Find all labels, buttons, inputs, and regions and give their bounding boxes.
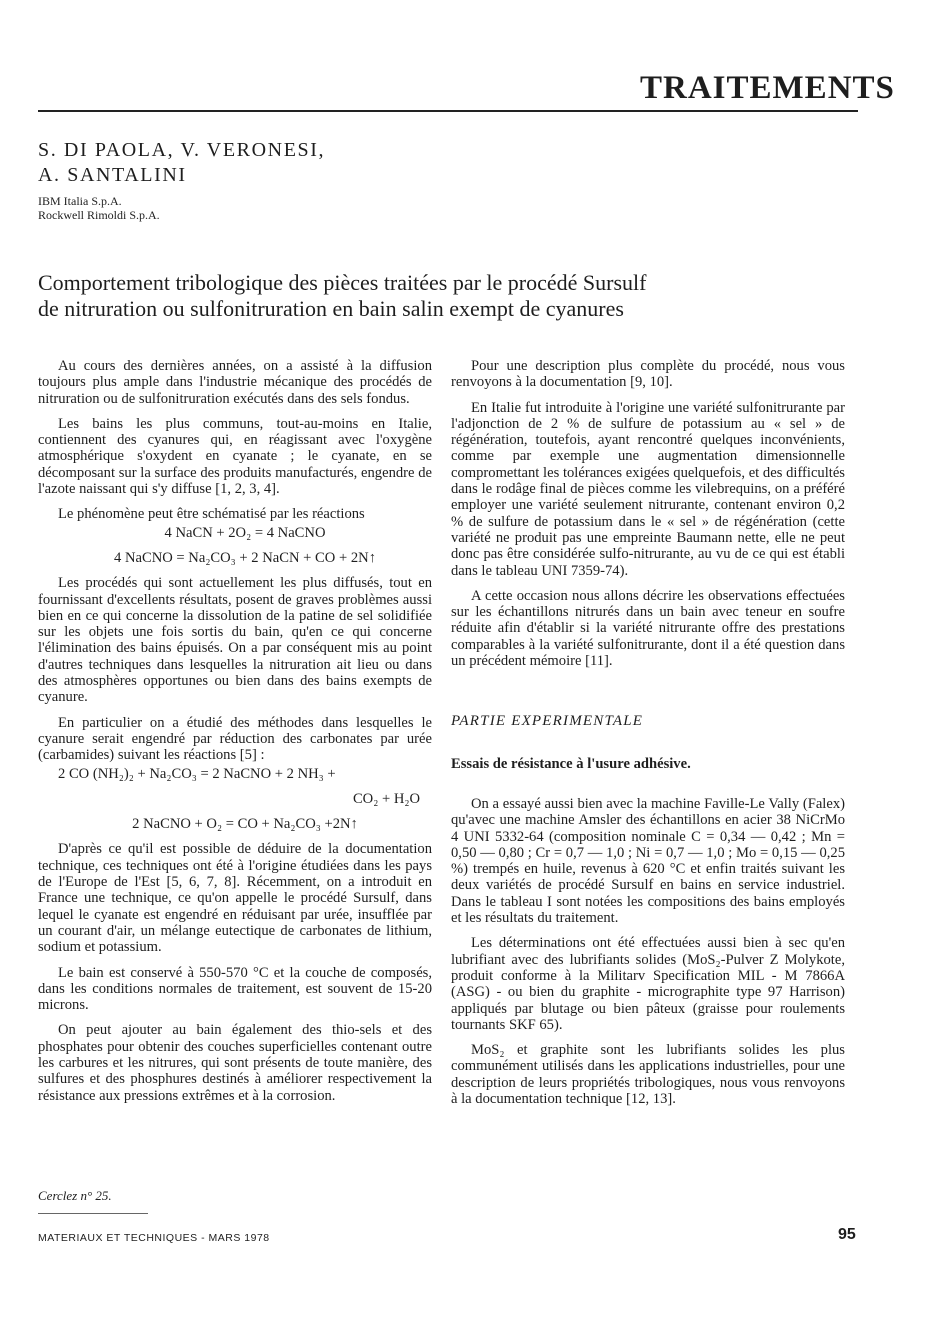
- authors: [38, 138, 325, 188]
- paragraph: Les procédés qui sont actuellement les plus diffusés, tout en fournissant d'excellents résultats, posent de graves problèmes aussi bien en ce qui concerne la dissolution de la patine de sel solidifiée sur les objets une fois sortis du bain, qu'en ce qui concerne l'élimination des bains épuisés. On a par conséquent mis au point d'autres techniques dans lesquelles la nitruration ait lieu ou dans des atmosphères opportunes ou bien dans des bains exempts de cyanure.: [38, 575, 432, 706]
- page-number: 95: [838, 1226, 856, 1243]
- title-line-2: de nitruration ou sulfonitruration en bain salin exempt de cyanures: [38, 296, 624, 321]
- footer-rule: [38, 1213, 148, 1214]
- paragraph: Au cours des dernières années, on a assisté à la diffusion toujours plus ample dans l'industrie mécanique des procédés de nitruration ou de sulfonitruration exécutés dans des sels fondus.: [38, 358, 432, 407]
- right-column: [451, 358, 845, 1116]
- paragraph: D'après ce qu'il est possible de déduire de la documentation technique, ces techniques ont été à l'origine étudiées dans les pays de l'Europe de l'Est [5, 6, 7, 8]. Récemment, on a introduit en France une technique, ce qu'on appelle le procédé Sursulf, dans lequel le cyanate est engendré en réduisant par urée, insufflée par un courant d'air, un mélange eutectique de carbonates de lithium, sodium et potassium.: [38, 841, 432, 956]
- journal-footer: MATERIAUX ET TECHNIQUES - MARS 1978: [38, 1232, 270, 1244]
- equation: 4 NaCN + 2O₂ = 4 NaCNO: [164, 524, 326, 541]
- paragraph: En Italie fut introduite à l'origine une variété sulfonitrurante par l'adjonction de 2 % de sulfure de potassium au « sel » de régénération, toutefois, ayant rencontré quelques inconvénients, comme par exemple une augmentation dimensionnelle compromettant les tolérances exigées quelquefois, et des difficultés dans le rodâge final de pièces comme les vilebrequins, on a préféré employer une variété seulement nitrurante, contenant environ 0,2 % de sulfure de potassium dans le « sel » de régénération (cette variété ne produit pas une empreinte Baumann nette, elle ne peut donc pas être considérée sulfo-nitrurante, au vu de ce qui est établi dans le tableau UNI 7359-74).: [451, 399, 845, 579]
- authors-line-2: A. SANTALINI: [38, 164, 187, 186]
- paragraph: Les bains les plus communs, tout-au-moins en Italie, contiennent des cyanures qui, en réagissant avec l'oxygène atmosphérique s'oxydent en cyanate ; le cyanate, en se décomposant sur la surface des produits manufacturés, engendre de l'azote naissant qui s'y diffuse [1, 2, 3, 4].: [38, 415, 432, 498]
- header-rule: [38, 110, 858, 112]
- affiliations: [38, 194, 160, 222]
- paragraph: A cette occasion nous allons décrire les observations effectuées sur les échantillons nitrurés dans un bain avec teneur en soufre réduite afin d'établir si la variété nitrurante offre des prestations comparables à la variété sulfonitrurante, dont il a été question dans un précédent mémoire [11].: [451, 587, 845, 670]
- affiliation-ibm: IBM Italia S.p.A.: [38, 194, 122, 208]
- paragraph: Les déterminations ont été effectuées aussi bien à sec qu'en lubrifiant avec des lubrifiants solides (MoS₂-Pulver Z Molykote, produit conforme à la Militarv Specification MIL - M 7866A (ASG) - ou bien du graphite - micrographite type 97 Harrison) appliqués par blutage ou bien pâteux (graisse pour roulements tournants SKF 65).: [451, 935, 845, 1033]
- footnote: Cerclez n° 25.: [38, 1188, 112, 1203]
- left-column: [38, 358, 432, 1113]
- title-line-1: Comportement tribologique des pièces traitées par le procédé Sursulf: [38, 270, 647, 295]
- section-heading: PARTIE EXPERIMENTALE: [451, 713, 644, 730]
- paragraph: En particulier on a étudié des méthodes dans lesquelles le cyanure serait engendré par réduction des carbonates par urée (carbamides) suivant les réactions [5] :: [38, 714, 432, 764]
- paragraph: Le phénomène peut être schématisé par les réactions: [58, 506, 365, 523]
- paragraph: MoS₂ et graphite sont les lubrifiants solides les plus communément utilisés dans les applications industrielles, pour une description de leurs propriétés tribologiques, nous vous renvoyons à la documentation technique [12, 13].: [451, 1042, 845, 1107]
- paragraph: On peut ajouter au bain également des thio-sels et des phosphates pour obtenir des couches superficielles contenant outre les carbures et les nitrures, qui sont présents de toute manière, des sulfures et des phosphures destinés à améliorer respectivement la résistance aux pressions extrêmes et à la corrosion.: [38, 1022, 432, 1104]
- equation: 4 NaCNO = Na₂CO₃ + 2 NaCN + CO + 2N↑: [114, 549, 376, 566]
- reaction-block-1: [38, 525, 432, 567]
- paragraph: Pour une description plus complète du procédé, nous vous renvoyons à la documentation [9, 10].: [451, 358, 845, 391]
- section-title: TRAITEMENTS: [640, 70, 895, 106]
- paragraph: On a essayé aussi bien avec la machine Faville-Le Vally (Falex) qu'avec une machine Amsler des échantillons en acier 38 NiCrMo 4 UNI 5332-64 (composition nominale C = 0,34 — 0,42 ; Mn = 0,50 — 0,80 ; Cr = 0,7 — 1,0 ; Ni = 0,7 — 1,0 ; Mo = 0,15 — 0,25 %) trempés en huile, revenus à 620 °C et enfin traités suivant les deux variétés de procédé Sursulf en bains en service industriel. Dans le tableau I sont notées les compositions des bains employés et les résultats du traitement.: [451, 795, 845, 927]
- equation: CO₂ + H₂O: [352, 790, 420, 807]
- article-title: [38, 270, 858, 322]
- equation: 2 NaCNO + O₂ = CO + Na₂CO₃ +2N↑: [132, 816, 358, 833]
- subsection-heading: Essais de résistance à l'usure adhésive.: [451, 755, 691, 772]
- equation: 2 CO (NH₂)₂ + Na₂CO₃ = 2 NaCNO + 2 NH₃ +: [58, 765, 336, 782]
- affiliation-rockwell: Rockwell Rimoldi S.p.A.: [38, 208, 160, 222]
- reaction-block-2: [38, 766, 432, 833]
- authors-line-1: S. DI PAOLA, V. VERONESI,: [38, 139, 326, 161]
- paragraph: Le bain est conservé à 550-570 °C et la couche de composés, dans les conditions normales de traitement, est souvent de 15-20 microns.: [38, 964, 432, 1014]
